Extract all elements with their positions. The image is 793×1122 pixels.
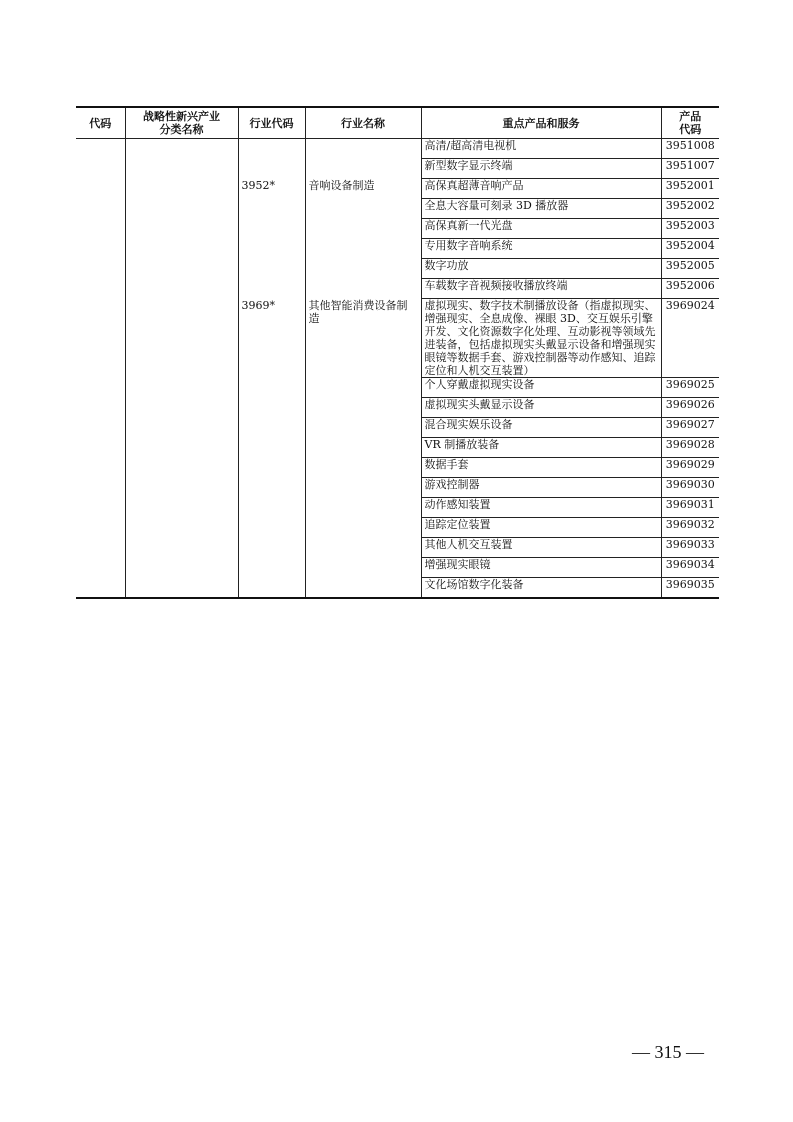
product-code-cell: 3952005 — [661, 259, 719, 279]
product-cell: 其他人机交互装置 — [421, 538, 661, 558]
product-code-cell: 3969034 — [661, 558, 719, 578]
product-cell: 高保真新一代光盘 — [421, 219, 661, 239]
product-code-cell: 3969033 — [661, 538, 719, 558]
product-cell: 文化场馆数字化装备 — [421, 578, 661, 599]
product-code-cell: 3969031 — [661, 498, 719, 518]
product-cell: 数字功放 — [421, 259, 661, 279]
header-industry-name: 行业名称 — [305, 107, 421, 139]
product-cell: 高清/超高清电视机 — [421, 139, 661, 159]
product-code-cell: 3952001 — [661, 179, 719, 199]
product-code-cell: 3969024 — [661, 299, 719, 378]
product-cell: 虚拟现实头戴显示设备 — [421, 398, 661, 418]
product-cell: 增强现实眼镜 — [421, 558, 661, 578]
product-code-cell: 3952004 — [661, 239, 719, 259]
header-industry-code: 行业代码 — [238, 107, 305, 139]
header-category: 战略性新兴产业 分类名称 — [125, 107, 238, 139]
product-code-cell: 3969025 — [661, 378, 719, 398]
product-code-cell: 3951007 — [661, 159, 719, 179]
header-products: 重点产品和服务 — [421, 107, 661, 139]
code-cell — [76, 139, 125, 599]
product-code-cell: 3969035 — [661, 578, 719, 599]
product-cell: 虚拟现实、数字技术制播放设备（指虚拟现实、增强现实、全息成像、裸眼 3D、交互娱乐引擎开发、文化资源数字化处理、互动影视等领域先进装备，包括虚拟现实头戴显示设备和增强现实眼镜等数据手套、游戏控制器等动作感知、追踪定位和人机交互装置） — [421, 299, 661, 378]
product-code-cell: 3969027 — [661, 418, 719, 438]
industry-code-cell: 3969* — [238, 299, 305, 599]
product-cell: 高保真超薄音响产品 — [421, 179, 661, 199]
industry-table — [76, 106, 719, 599]
product-cell: 个人穿戴虚拟现实设备 — [421, 378, 661, 398]
industry-name-cell: 音响设备制造 — [305, 179, 421, 299]
product-cell: 新型数字显示终端 — [421, 159, 661, 179]
header-code: 代码 — [76, 107, 125, 139]
table-header-row — [76, 107, 719, 139]
product-code-cell: 3969030 — [661, 478, 719, 498]
product-cell: 全息大容量可刻录 3D 播放器 — [421, 199, 661, 219]
product-cell: 混合现实娱乐设备 — [421, 418, 661, 438]
product-code-cell: 3951008 — [661, 139, 719, 159]
product-code-cell: 3969032 — [661, 518, 719, 538]
page-number: — 315 — — [632, 1042, 704, 1062]
product-cell: 专用数字音响系统 — [421, 239, 661, 259]
product-cell: VR 制播放装备 — [421, 438, 661, 458]
product-cell: 动作感知装置 — [421, 498, 661, 518]
product-cell: 车载数字音视频接收播放终端 — [421, 279, 661, 299]
table-row — [76, 139, 719, 159]
product-cell: 游戏控制器 — [421, 478, 661, 498]
product-code-cell: 3969026 — [661, 398, 719, 418]
category-cell — [125, 139, 238, 599]
industry-code-cell — [238, 139, 305, 179]
header-product-code: 产品 代码 — [661, 107, 719, 139]
product-code-cell: 3969028 — [661, 438, 719, 458]
product-code-cell: 3952002 — [661, 199, 719, 219]
industry-name-cell — [305, 139, 421, 179]
product-code-cell: 3952003 — [661, 219, 719, 239]
industry-name-cell: 其他智能消费设备制造 — [305, 299, 421, 599]
industry-code-cell: 3952* — [238, 179, 305, 299]
product-code-cell: 3952006 — [661, 279, 719, 299]
product-cell: 数据手套 — [421, 458, 661, 478]
product-cell: 追踪定位装置 — [421, 518, 661, 538]
product-code-cell: 3969029 — [661, 458, 719, 478]
